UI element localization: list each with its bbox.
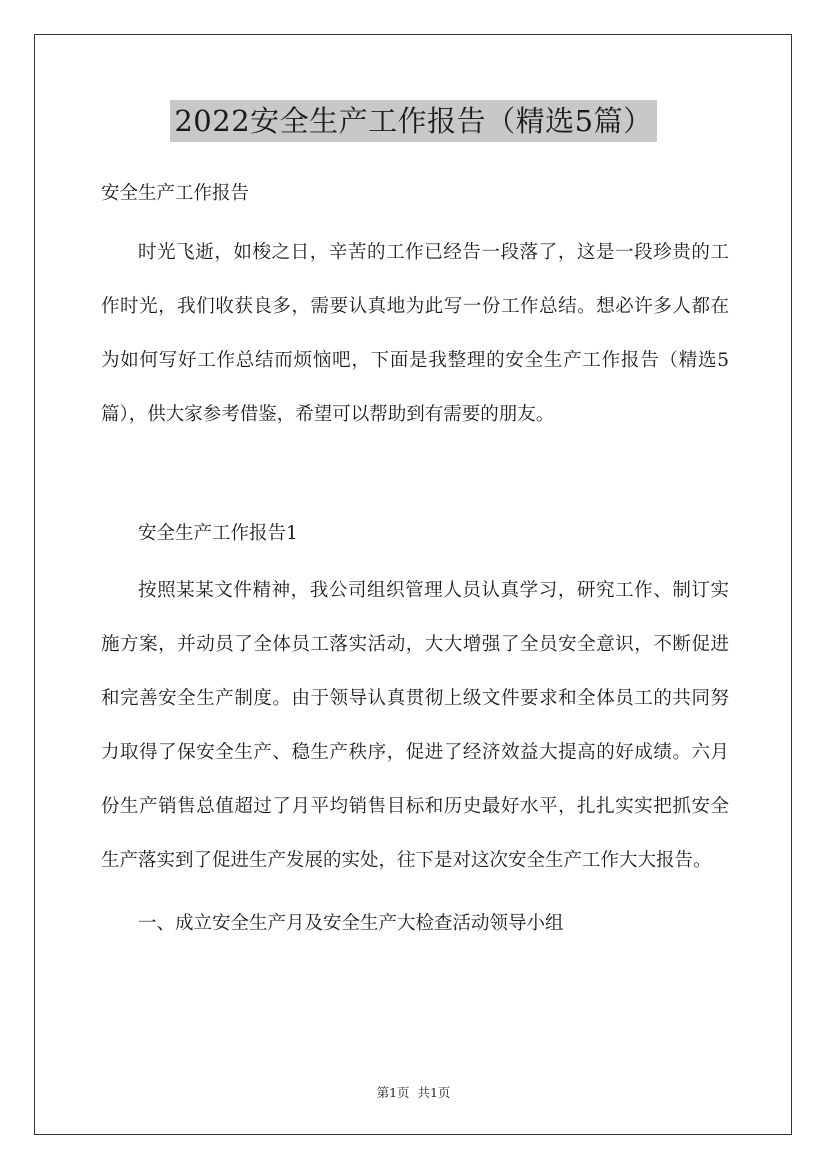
document-title: 2022安全生产工作报告（精选5篇） — [170, 100, 656, 142]
intro-paragraph: 时光飞逝，如梭之日，辛苦的工作已经告一段落了，这是一段珍贵的工作时光，我们收获良多，需要认真地为此写一份工作总结。想必许多人都在为如何写好工作总结而烦恼吧，下面是我整理的安全生产工作报告（精选5篇），供大家参考借鉴，希望可以帮助到有需要的朋友。 — [101, 242, 729, 425]
document-subtitle: 安全生产工作报告 — [101, 183, 250, 204]
document-body — [101, 176, 729, 942]
item-heading: 一、成立安全生产月及安全生产大检查活动领导小组 — [138, 913, 564, 934]
page-number: 第1页 共1页 — [376, 1085, 451, 1100]
section-paragraph: 按照某某文件精神，我公司组织管理人员认真学习，研究工作、制订实施方案，并动员了全体员工落实活动，大大增强了全员安全意识，不断促进和完善安全生产制度。由于领导认真贯彻上级文件要求和全体员工的共同努力取得了保安全生产、稳生产秩序，促进了经济效益大提高的好成绩。六月份生产销售总值超过了月平均销售目标和历史最好水平，扎扎实实把抓安全生产落实到了促进生产发展的实处，往下是对这次安全生产工作大大报告。 — [101, 580, 729, 871]
page-footer — [0, 1083, 827, 1101]
section-heading: 安全生产工作报告1 — [138, 523, 298, 544]
title-container — [0, 100, 827, 142]
